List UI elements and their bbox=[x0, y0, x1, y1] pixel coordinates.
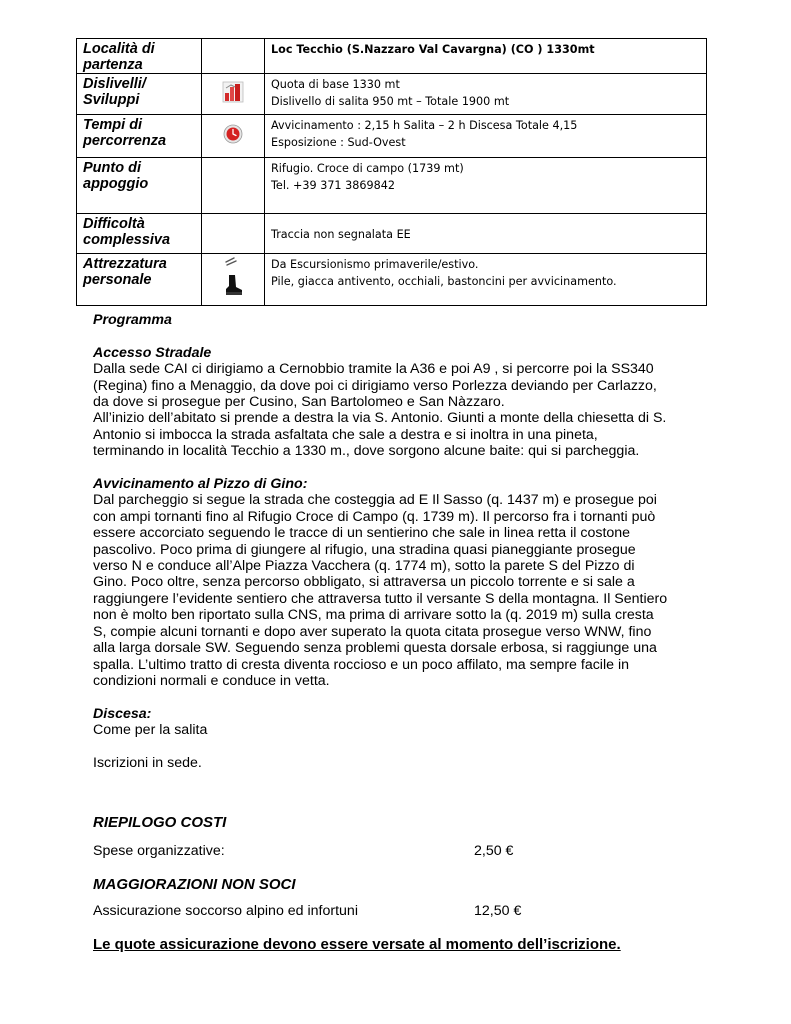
text-line: condizioni normali e conduce in vetta. bbox=[93, 672, 330, 689]
maggiorazioni-heading: MAGGIORAZIONI NON SOCI bbox=[93, 876, 296, 893]
info-table bbox=[76, 38, 707, 306]
value-line: Avvicinamento : 2,15 h Salita – 2 h Discesa Totale 4,15 bbox=[271, 119, 578, 132]
empty-icon-cell bbox=[202, 158, 265, 214]
text-line: verso N e conduce all’Alpe Piazza Vacchera (q. 1774 m), sotto la parete S del Pizzo di bbox=[93, 558, 635, 575]
empty-icon-cell bbox=[202, 39, 265, 74]
text-line: non è molto ben riportato sulla CNS, ma prima di arrivare sotto la (q. 2019 m) sulla cresta bbox=[93, 607, 654, 624]
row-value bbox=[265, 115, 707, 158]
text-line: spalla. L’ultimo tratto di cresta diventa roccioso e un poco affilato, ma sempre facile in bbox=[93, 656, 629, 673]
assicurazione-value: 12,50 € bbox=[474, 903, 522, 919]
text-line: S, compie alcuni tornanti e dopo aver superato la quota citata prosegue verso WNW, fino bbox=[93, 623, 652, 640]
row-label: Punto di appoggio bbox=[77, 158, 202, 214]
accesso-heading: Accesso Stradale bbox=[93, 344, 212, 361]
boots-poles-icon bbox=[220, 256, 246, 298]
assicurazione-label: Assicurazione soccorso alpino ed infortuni bbox=[93, 903, 358, 919]
row-label: Attrezzatura personale bbox=[77, 254, 202, 306]
table-row bbox=[77, 115, 707, 158]
text-line: Come per la salita bbox=[93, 722, 208, 739]
value-line: Tel. +39 371 3869842 bbox=[271, 179, 395, 192]
row-label: Dislivelli/ Sviluppi bbox=[77, 74, 202, 115]
iscrizioni-text: Iscrizioni in sede. bbox=[93, 754, 202, 771]
text-line: Dalla sede CAI ci dirigiamo a Cernobbio tramite la A36 e poi A9 , si percorre poi la SS340 bbox=[93, 361, 654, 378]
table-row bbox=[77, 214, 707, 254]
row-value bbox=[265, 214, 707, 254]
text-line: terminando in località Tecchio a 1330 m., dove sorgono alcune baite: qui si parcheggia. bbox=[93, 443, 640, 460]
text-line: alla larga dorsale SW. Seguendo senza problemi questa dorsale erbosa, si raggiunge una bbox=[93, 640, 657, 657]
clock-icon bbox=[223, 124, 243, 144]
text-line: con ampi tornanti fino al Rifugio Croce di Campo (q. 1739 m). Il percorso fra i tornanti può bbox=[93, 508, 656, 525]
value-line: Esposizione : Sud-Ovest bbox=[271, 136, 406, 149]
row-label: Località di partenza bbox=[77, 39, 202, 74]
text-line: pascolivo. Poco prima di giungere al rifugio, una stradina quasi pianeggiante prosegue bbox=[93, 541, 636, 558]
value-line: Quota di base 1330 mt bbox=[271, 78, 400, 91]
row-value bbox=[265, 39, 707, 74]
value-line: Rifugio. Croce di campo (1739 mt) bbox=[271, 162, 464, 175]
text-line: (Regina) fino a Menaggio, da dove poi ci dirigiamo verso Porlezza deviando per Carlazzo, bbox=[93, 377, 657, 394]
row-label: Tempi di percorrenza bbox=[77, 115, 202, 158]
value-line: Dislivello di salita 950 mt – Totale 1900 mt bbox=[271, 95, 510, 108]
value-line: Pile, giacca antivento, occhiali, bastoncini per avvicinamento. bbox=[271, 275, 617, 288]
empty-icon-cell bbox=[202, 214, 265, 254]
discesa-heading: Discesa: bbox=[93, 705, 152, 722]
program-body bbox=[93, 312, 713, 771]
text-line: essere accorciato seguendo le tracce di un sentierino che sale in linea retta il costone bbox=[93, 525, 631, 542]
avvicinamento-heading: Avvicinamento al Pizzo di Gino: bbox=[93, 476, 308, 493]
text-line: Dal parcheggio si segue la strada che costeggia ad E Il Sasso (q. 1437 m) e prosegue poi bbox=[93, 492, 657, 509]
row-value bbox=[265, 158, 707, 214]
text-line: raggiungere l’evidente sentiero che attraversa tutto il versante S della montagna. Il Sentiero bbox=[93, 590, 668, 607]
row-value bbox=[265, 254, 707, 306]
table-row bbox=[77, 39, 707, 74]
text-line: da dove si prosegue per Cusino, San Bartolomeo e San Nàzzaro. bbox=[93, 394, 505, 411]
riepilogo-costi-heading: RIEPILOGO COSTI bbox=[93, 814, 227, 831]
text-line: All’inizio dell’abitato si prende a destra la via S. Antonio. Giunti a monte della chiesetta di S. bbox=[93, 410, 667, 427]
table-row bbox=[77, 158, 707, 214]
spese-label: Spese organizzative: bbox=[93, 843, 225, 859]
value-line: Traccia non segnalata EE bbox=[271, 228, 411, 241]
row-value bbox=[265, 74, 707, 115]
notice-text: Le quote assicurazione devono essere versate al momento dell’iscrizione. bbox=[93, 936, 621, 953]
value-line: Loc Tecchio (S.Nazzaro Val Cavargna) (CO ) 1330mt bbox=[271, 43, 595, 56]
text-line: Antonio si imbocca la strada asfaltata che sale a destra e si inoltra in una pineta, bbox=[93, 426, 598, 443]
elevation-chart-icon bbox=[222, 81, 244, 103]
table-row bbox=[77, 74, 707, 115]
text-line: Gino. Poco oltre, senza percorso obbligato, si attraversa un piccolo torrente e si sale a bbox=[93, 574, 635, 591]
value-line: Da Escursionismo primaverile/estivo. bbox=[271, 258, 479, 271]
table-row bbox=[77, 254, 707, 306]
row-label: Difficoltà complessiva bbox=[77, 214, 202, 254]
programma-heading: Programma bbox=[93, 312, 172, 328]
spese-value: 2,50 € bbox=[474, 843, 514, 859]
